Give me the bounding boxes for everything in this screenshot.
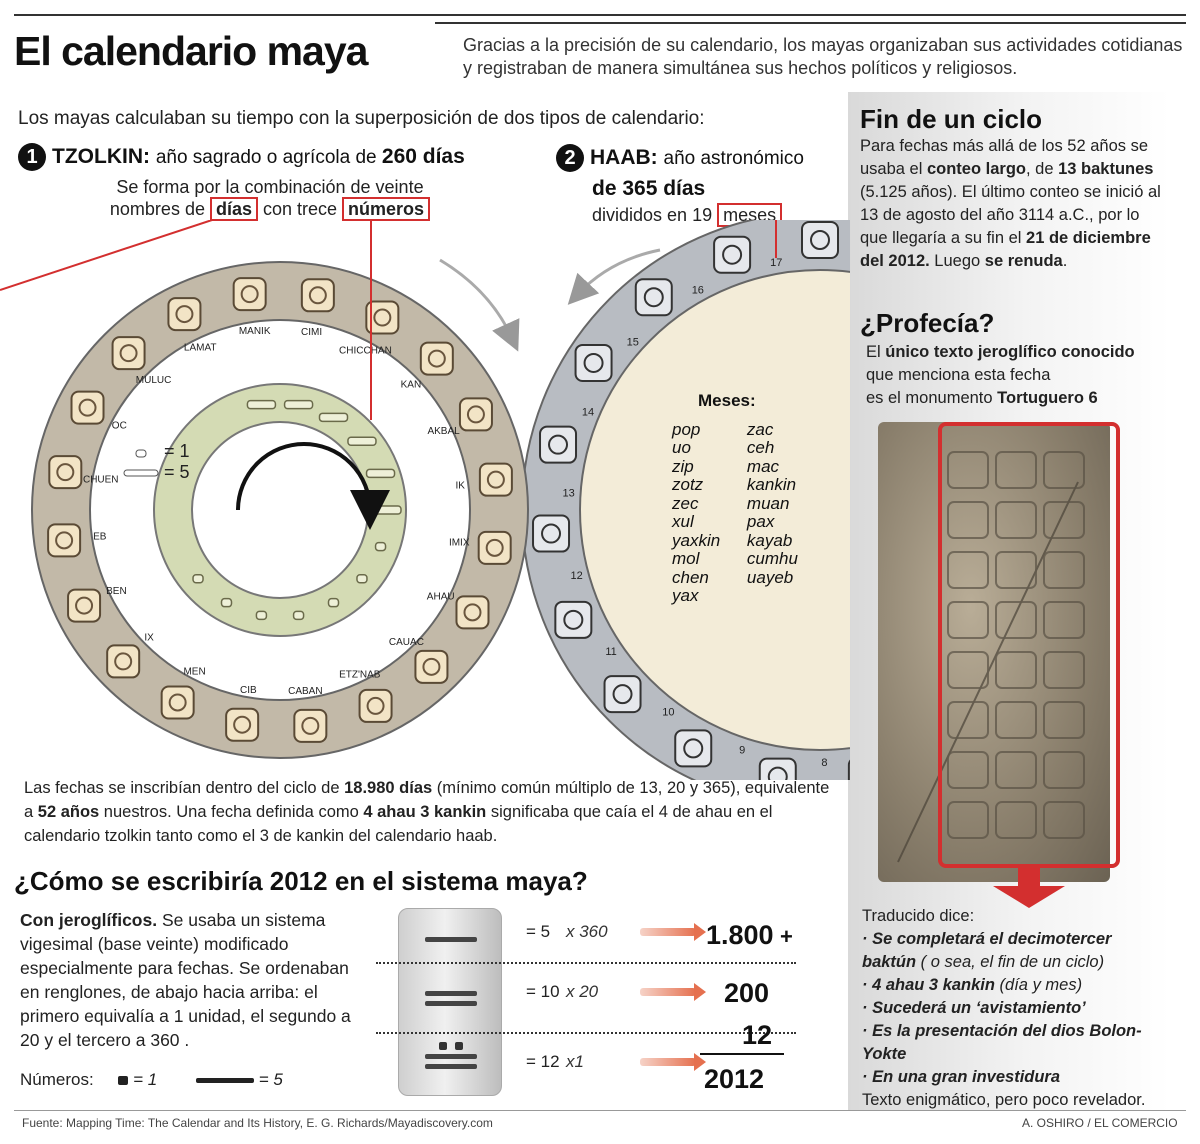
fin-ciclo-section [860,104,1170,273]
trad-2a: baktún [862,953,917,971]
mes-item: cumhu [746,549,798,568]
tzolkin-line2-mid: con trece [258,199,343,219]
numeros-legend [20,1070,283,1090]
tzolkin-day-name: CIB [240,685,257,697]
tzolkin-day-name: MANIK [238,325,271,337]
tzolkin-number-glyph [357,575,367,583]
profecia-text [866,341,1170,410]
intro-text: Gracias a la precisión de su calendario, los mayas organizaban sus actividades cotidianas y registraban de manera simultánea sus hechos políticos y religiosos. [463,35,1183,78]
tzolkin-line2-pre: nombres de [109,199,210,219]
prof-t3: es el monumento [866,389,998,407]
haab-month-number: 10 [662,706,675,719]
fin-t2: , de [1025,160,1059,178]
haab-month-number: 11 [605,645,617,658]
mes-item: kankin [746,475,797,494]
numeros-box: números [342,197,430,221]
mes-item: zip [672,456,694,476]
stela-dot [455,1042,463,1050]
legend-bar-glyph [124,470,158,476]
haab-month-number: 14 [581,406,595,419]
numeros-bar-label: = 5 [258,1070,283,1089]
cycle-paragraph [24,776,834,848]
tzolkin-number-glyph [247,401,275,409]
stela-bar [425,1001,477,1006]
tzolkin-day-name: IMIX [448,537,470,549]
tzolkin-line1: Se forma por la combinación de veinte [116,177,424,197]
meses-title: Meses: [698,391,756,410]
tzolkin-day-name: CHICCHAN [339,345,392,357]
mes-item: mol [672,549,700,568]
author-credit: A. OSHIRO / EL COMERCIO [1022,1116,1178,1130]
tzolkin-wheel [32,262,528,758]
haab-month-number: 17 [770,256,783,269]
top-rule-secondary [435,22,1186,24]
tzolkin-number-glyph [329,599,339,607]
source-credit: Fuente: Mapping Time: The Calendar and Its History, E. G. Richards/Mayadiscovery.com [22,1116,493,1130]
row-equals: = 5 [526,922,551,941]
para-t3: nuestros. Una fecha definida como [99,803,364,821]
fin-t1: Para fechas más allá de los 52 años se usaba el [860,137,1149,178]
mes-item: uo [672,438,691,457]
mes-item: chen [672,567,709,587]
trad-6: · En una gran investidura [862,1068,1061,1086]
tzolkin-day-name: BEN [106,585,127,597]
haab-month-number: 9 [739,744,746,757]
tzolkin-day-name: IX [144,632,154,644]
meses-column-1 [672,421,720,606]
tzolkin-number-glyph [320,413,348,421]
numeros-label: Números: [20,1070,94,1089]
row-multiplier: x 360 [566,922,608,941]
mes-item: muan [746,493,790,513]
haab-month-number: 15 [626,336,639,349]
row-equals: = 12 [526,1052,560,1071]
tzolkin-day-name: CIMI [301,326,323,338]
tzolkin-day-name: MEN [183,666,206,678]
year-2012-lead: Con jeroglíficos. [20,910,158,930]
prof-b1: único texto jeroglífico conocido [885,343,1135,361]
stela-bar [425,1054,477,1059]
mes-item: uayeb [746,567,794,587]
page-title: El calendario maya [14,28,368,74]
year-2012-heading: ¿Cómo se escribiría 2012 en el sistema maya? [14,866,588,896]
stela-dot [439,1042,447,1050]
mes-item: pax [746,512,775,531]
row-arrow [640,1058,696,1066]
trad-2b: ( o sea, el fin de un ciclo) [916,953,1105,971]
trad-5: · Es la presentación del dios Bolon-Yokte [862,1022,1142,1063]
haab-heading [556,143,804,226]
tzolkin-number-glyph [373,506,401,514]
tzolkin-number-glyph [193,575,203,583]
trad-title: Traducido dice: [862,907,975,925]
profecia-section [860,308,1170,410]
year-2012-body: Se usaba un sistema vigesimal (base veinte) modificado especialmente para fechas. Se ordenaban en renglones, de abajo hacia arriba: el primero equivalía a 1 unidad, el segundo a 20 y el tercero a 360 . [20,910,351,1050]
trad-7: Texto enigmático, pero poco revelador. [862,1091,1146,1109]
gray-arrow-down [440,260,512,338]
dias-box: días [210,197,258,221]
total-2012: 2012 [704,1064,765,1094]
stela-bar [425,991,477,996]
tzolkin-day-name: CAUAC [388,636,424,648]
top-rule [14,14,1186,16]
tzolkin-number-glyph [367,469,395,477]
fin-t4: Luego [929,252,985,270]
para-b3: 4 ahau 3 kankin [363,803,487,821]
tzolkin-number-glyph [256,611,266,619]
para-t2: (mínimo común múltiplo de 13, 20 y 365), equivalente a [24,779,830,821]
sum-line [700,1053,784,1055]
row-multiplier: x1 [566,1052,584,1071]
tzolkin-day-name: KAN [400,379,422,391]
fin-b3: 21 de diciembre del 2012. [860,229,1151,270]
tzolkin-day-name: AHAU [426,591,455,603]
tzolkin-day-name: EB [93,531,107,543]
mes-item: zec [672,493,699,513]
legend-dot-label: = 1 [164,441,190,461]
legend-bar-label: = 5 [164,462,190,482]
fin-b2: 13 baktunes [1058,160,1154,178]
tzolkin-line2 [80,198,460,220]
tzolkin-day-name: CHUEN [82,474,119,486]
tzolkin-number-glyph [348,437,376,445]
haab-month-number: 16 [691,284,704,297]
row-result: 1.800 [706,920,774,950]
tzolkin-number-glyph [285,401,313,409]
haab-month-number: 8 [821,756,828,769]
haab-month-number: 13 [562,487,575,500]
tzolkin-day-name: AKBAL [427,426,460,438]
tzolkin-desc: año sagrado o agrícola de [155,146,382,168]
maya-number-stela [398,908,502,1096]
haab-name: HAAB: [590,146,658,169]
mes-item: kayab [746,530,793,550]
para-t4: significaba que caía el 4 de ahau en el calendario tzolkin tanto como el 3 de kankin del calendario haab. [24,803,773,845]
row-result: 12 [742,1020,773,1050]
fin-b4: se renuda [984,252,1063,270]
tzolkin-number-badge: 1 [18,143,46,171]
meses-box: meses [717,203,782,227]
haab-month-number: 12 [570,570,583,583]
tzolkin-day-glyph [288,686,326,742]
stela-bar [425,937,477,942]
fin-t5: . [1062,252,1068,270]
mes-item: yaxkin [672,530,721,550]
numeros-dot-glyph [118,1076,128,1085]
fin-t3: (5.125 años). El último conteo se inició al 13 de agosto del año 3114 a.C., por lo que llegaría a su fin el [860,183,1161,247]
row-result: 200 [724,978,770,1008]
mes-item: xul [672,512,694,531]
row-arrow [640,988,696,996]
tzolkin-day-name: OC [111,420,127,432]
tzolkin-day-name: MULUC [135,375,172,387]
mes-item: zac [746,419,774,439]
prof-t1: El [866,343,886,361]
numeros-dot-label: = 1 [133,1070,158,1089]
para-b2: 52 años [37,803,100,821]
tzolkin-days: 260 días [381,144,465,168]
prof-b2: Tortuguero 6 [997,389,1098,407]
tzolkin-day-name: ETZ'NAB [339,669,381,681]
tzolkin-description [80,176,460,220]
tzolkin-day-name: LAMAT [183,342,217,354]
bottom-rule [14,1110,1186,1111]
highlight-box [938,422,1120,868]
row-arrow [640,928,696,936]
trad-3b: (día y mes) [994,976,1083,994]
haab-days: de 365 días [592,177,706,200]
year-2012-text [20,908,370,1052]
trad-3a: · 4 ahau 3 kankin [862,976,995,994]
trad-1: · Se completará el decimotercer [862,930,1112,948]
plus-sign: + [780,924,793,949]
mes-item: ceh [746,438,775,457]
haab-divided-pre: divididos en 19 [592,205,718,225]
tzolkin-day-name: CABAN [288,686,323,698]
legend-dot-glyph [136,450,146,457]
fin-b1: conteo largo [926,160,1026,178]
tzolkin-number-glyph [376,543,386,551]
prof-t2: que menciona esta fecha [866,366,1051,384]
para-t1: Las fechas se inscribían dentro del ciclo de [24,779,345,797]
numeros-bar-glyph [196,1078,254,1083]
tzolkin-number-glyph [222,599,232,607]
subtitle: Los mayas calculaban su tiempo con la superposición de dos tipos de calendario: [18,108,705,129]
para-b1: 18.980 días [344,779,433,797]
haab-desc: año astronómico [663,148,804,169]
row-arrow-head [694,983,706,1001]
mes-item: mac [746,456,780,476]
trad-4: · Sucederá un ‘avistamiento’ [862,999,1086,1017]
row-separator [376,1032,796,1034]
fin-ciclo-text [860,135,1170,273]
haab-number-badge: 2 [556,144,584,172]
row-arrow-head [694,923,706,941]
translation-section [862,905,1172,1112]
tzolkin-day-name: IK [455,480,465,492]
dias-callout-line [0,220,212,290]
tzolkin-name: TZOLKIN: [52,144,150,168]
meses-list [672,392,798,606]
meses-column-2 [747,421,798,588]
mes-item: yax [672,586,699,605]
row-equals: = 10 [526,982,560,1001]
row-multiplier: x 20 [566,982,599,1001]
stela-bar [425,1064,477,1069]
profecia-title: ¿Profecía? [860,308,995,338]
mes-item: zotz [672,475,704,494]
tzolkin-heading [18,143,465,171]
tzolkin-day-glyph [234,278,271,337]
mes-item: pop [672,419,701,439]
fin-ciclo-title: Fin de un ciclo [860,104,1043,134]
row-separator [376,962,796,964]
tzolkin-number-glyph [294,611,304,619]
